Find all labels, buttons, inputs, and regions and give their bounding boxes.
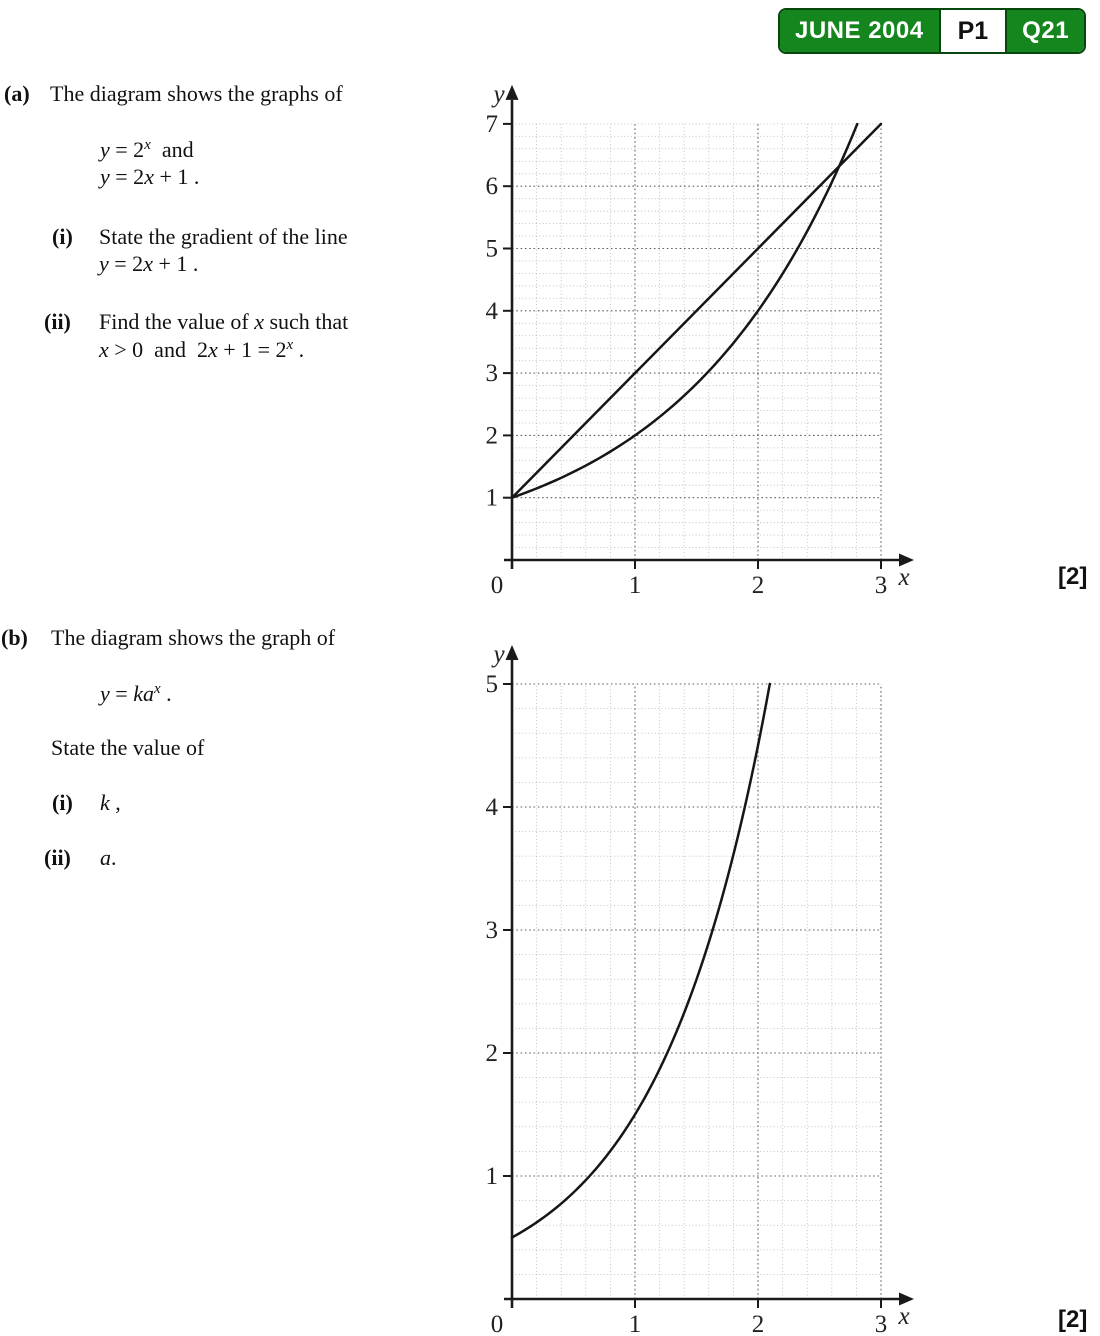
part-a-ii-equation: x > 0 and $2x + 1 = 2^x$ . [99, 336, 305, 362]
part-b-label: (b) [1, 625, 28, 650]
svg-text:1: 1 [628, 1311, 642, 1336]
graph-b-svg [440, 622, 922, 1336]
graph-b-plot [440, 622, 922, 1336]
svg-text:2: 2 [485, 1040, 498, 1067]
series-path-0 [512, 124, 881, 498]
svg-text:4: 4 [485, 794, 498, 821]
svg-text:3: 3 [485, 917, 498, 944]
part-a-ii-text: Find the value of x such that [99, 309, 349, 334]
svg-text:x: x [898, 1303, 910, 1330]
svg-text:1: 1 [485, 1163, 498, 1190]
y-axis-arrow-icon [506, 645, 519, 660]
paper-label: P1 [939, 10, 1008, 52]
svg-text:3: 3 [485, 360, 498, 388]
svg-text:0: 0 [490, 1311, 504, 1336]
part-b-i-label: (i) [52, 790, 73, 815]
part-a-i-text: State the gradient of the line [99, 224, 348, 249]
svg-text:x: x [898, 564, 910, 591]
part-a-i-label: (i) [52, 224, 73, 249]
series-path-0 [512, 684, 770, 1238]
svg-text:y: y [493, 80, 505, 108]
session-label: JUNE 2004 [780, 10, 939, 52]
svg-text:5: 5 [485, 235, 498, 263]
svg-text:0: 0 [490, 572, 504, 599]
equation-a-2: y = 2x + 1 . [100, 164, 200, 189]
equation-a-1: $y = 2^x$ and [100, 136, 194, 162]
svg-text:7: 7 [485, 110, 498, 138]
svg-text:2: 2 [485, 422, 498, 450]
svg-text:2: 2 [751, 572, 765, 599]
part-b-ii-label: (ii) [44, 845, 71, 870]
part-b-marks-badge: [2] [1058, 1306, 1088, 1333]
graph-a-plot [440, 70, 922, 604]
part-a-marks-badge: [2] [1058, 563, 1088, 590]
svg-text:5: 5 [485, 671, 498, 698]
part-a-label: (a) [4, 81, 30, 106]
question-header-badge [778, 8, 1086, 54]
part-a-i-equation: y = 2x + 1 . [99, 251, 199, 276]
equation-b: $y = ka^x$ . [100, 680, 172, 706]
part-b-ii-text: a. [100, 845, 117, 870]
question-number-label: Q21 [1007, 10, 1084, 52]
part-b-intro: The diagram shows the graph of [51, 625, 336, 650]
svg-text:3: 3 [874, 572, 888, 599]
part-a-ii-label: (ii) [44, 309, 71, 334]
graph-a-svg [440, 70, 922, 604]
svg-text:3: 3 [874, 1311, 888, 1336]
part-a-intro: The diagram shows the graphs of [50, 81, 343, 106]
svg-text:1: 1 [485, 484, 498, 512]
svg-text:y: y [493, 641, 505, 668]
svg-text:1: 1 [628, 572, 642, 599]
y-axis-arrow-icon [506, 85, 519, 100]
svg-text:2: 2 [751, 1311, 765, 1336]
part-b-prompt: State the value of [51, 735, 205, 760]
svg-text:6: 6 [485, 173, 498, 201]
part-b-i-text: k , [100, 790, 121, 815]
svg-text:4: 4 [485, 297, 498, 325]
